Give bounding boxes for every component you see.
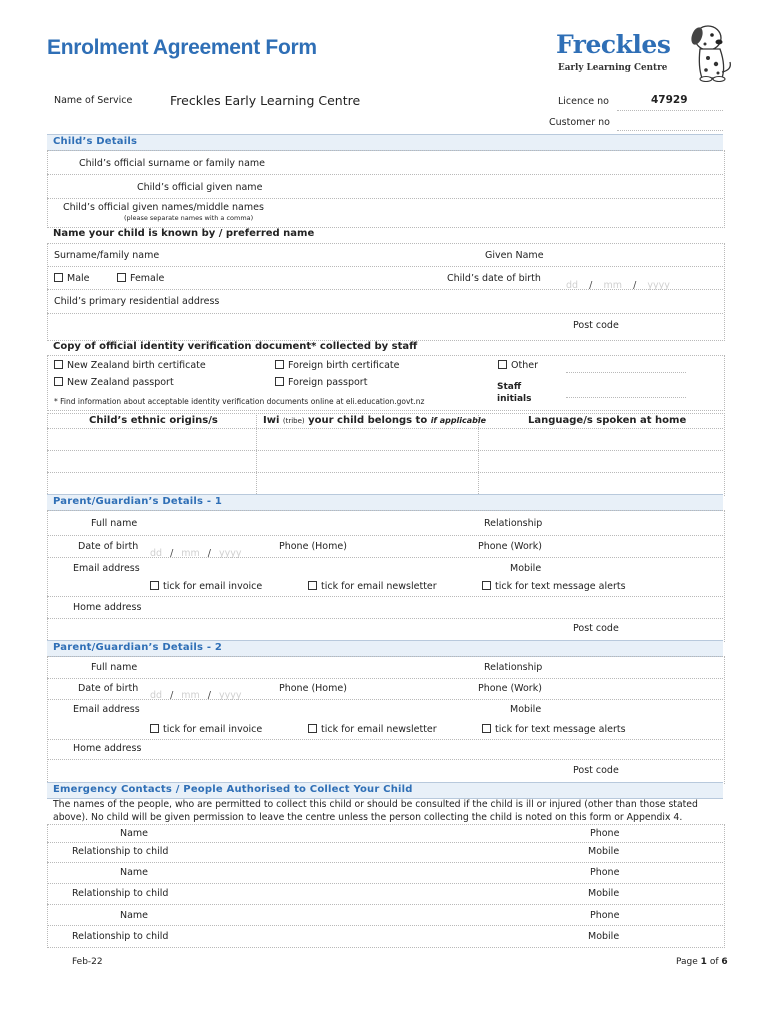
emergency-section: Emergency Contacts / People Authorised to Collect Your Child	[47, 782, 723, 799]
p1-dob-label: Date of birth	[78, 541, 139, 552]
checkbox-icon	[54, 273, 63, 282]
identity-heading: Copy of official identity verification document* collected by staff	[53, 341, 418, 352]
p1-mobile-label: Mobile	[510, 563, 542, 574]
childs-details-section	[47, 134, 723, 151]
iwi-header: Iwi (tribe) your child belongs to if applicable	[263, 415, 487, 426]
ec1-mobile-label: Mobile	[588, 846, 620, 857]
postcode-label: Post code	[573, 320, 619, 331]
ec3-mobile-label: Mobile	[588, 931, 620, 942]
staff-initials-label: Staff initials	[497, 382, 532, 404]
p2-dob-label: Date of birth	[78, 683, 139, 694]
licence-value[interactable]: 47929	[651, 94, 688, 106]
ec3-name-label: Name	[120, 910, 149, 921]
ec1-phone-label: Phone	[590, 828, 620, 839]
p2-relationship-label: Relationship	[484, 662, 543, 673]
licence-label: Licence no	[558, 96, 609, 107]
ec2-relationship-label: Relationship to child	[72, 888, 169, 899]
ec2-phone-label: Phone	[590, 867, 620, 878]
p1-dob-field[interactable]: dd / mm / yyyy	[150, 548, 242, 559]
p2-postcode-label: Post code	[573, 765, 619, 776]
female-checkbox[interactable]: Female	[117, 273, 164, 284]
centre-logo	[556, 22, 734, 82]
p1-text-alerts-checkbox[interactable]: tick for text message alerts	[482, 581, 626, 592]
p1-email-invoice-checkbox[interactable]: tick for email invoice	[150, 581, 262, 592]
emergency-intro-line2: above). No child will be given permission to leave the centre unless the person collecting the child is noted on this form or Appendix 4.	[53, 812, 683, 823]
p2-email-label: Email address	[73, 704, 140, 715]
nz-passport-checkbox[interactable]: New Zealand passport	[54, 377, 174, 388]
surname-pref-label: Surname/family name	[54, 250, 160, 261]
emergency-intro-line1: The names of the people, who are permitted to collect this child or should be consulted if the child is ill or injured (other than those stated	[53, 799, 698, 810]
child-dob-field[interactable]: dd / mm / yyyy	[566, 280, 670, 291]
given-name-label: Child’s official given name	[137, 182, 263, 193]
p2-newsletter-checkbox[interactable]: tick for email newsletter	[308, 724, 437, 735]
foreign-passport-checkbox[interactable]: Foreign passport	[275, 377, 367, 388]
p1-postcode-label: Post code	[573, 623, 619, 634]
parent1-section: Parent/Guardian’s Details - 1	[47, 494, 723, 511]
page-number: Page 1 of 6	[676, 957, 728, 967]
identity-footnote: * Find information about acceptable identity verification documents online at eli.education.govt.nz	[54, 397, 425, 406]
ec1-name-label: Name	[120, 828, 149, 839]
p2-full-name-label: Full name	[91, 662, 138, 673]
language-header: Language/s spoken at home	[528, 415, 687, 426]
p1-relationship-label: Relationship	[484, 518, 543, 529]
ec1-relationship-label: Relationship to child	[72, 846, 169, 857]
ec2-mobile-label: Mobile	[588, 888, 620, 899]
dob-label: Child’s date of birth	[447, 273, 541, 284]
dalmatian-dog-icon	[678, 22, 734, 82]
p2-text-alerts-checkbox[interactable]: tick for text message alerts	[482, 724, 626, 735]
p2-phone-work-label: Phone (Work)	[478, 683, 542, 694]
middle-names-note: (please separate names with a comma)	[124, 214, 254, 222]
address-label: Child’s primary residential address	[54, 296, 220, 307]
p1-full-name-label: Full name	[91, 518, 138, 529]
checkbox-icon	[117, 273, 126, 282]
other-checkbox[interactable]: Other	[498, 360, 538, 371]
given-pref-label: Given Name	[485, 250, 544, 261]
p2-dob-field[interactable]: dd / mm / yyyy	[150, 690, 242, 701]
logo-subtitle: Early Learning Centre	[558, 63, 668, 73]
p2-email-invoice-checkbox[interactable]: tick for email invoice	[150, 724, 262, 735]
parent2-box	[47, 656, 725, 784]
nz-birth-cert-checkbox[interactable]: New Zealand birth certificate	[54, 360, 206, 371]
logo-name: Freckles	[556, 30, 671, 59]
p2-phone-home-label: Phone (Home)	[279, 683, 347, 694]
ec2-name-label: Name	[120, 867, 149, 878]
p1-phone-work-label: Phone (Work)	[478, 541, 542, 552]
service-label: Name of Service	[54, 95, 133, 106]
ec3-phone-label: Phone	[590, 910, 620, 921]
p1-email-label: Email address	[73, 563, 140, 574]
p1-home-address-label: Home address	[73, 602, 142, 613]
parent1-box	[47, 510, 725, 642]
p1-newsletter-checkbox[interactable]: tick for email newsletter	[308, 581, 437, 592]
p2-mobile-label: Mobile	[510, 704, 542, 715]
service-value[interactable]: Freckles Early Learning Centre	[170, 93, 361, 108]
surname-label: Child’s official surname or family name	[79, 158, 265, 169]
p1-phone-home-label: Phone (Home)	[279, 541, 347, 552]
middle-names-label: Child’s official given names/middle names	[63, 202, 264, 213]
p2-home-address-label: Home address	[73, 743, 142, 754]
ethnic-origins-header: Child’s ethnic origins/s	[89, 415, 218, 426]
parent2-section: Parent/Guardian’s Details - 2	[47, 640, 723, 657]
known-as-heading: Name your child is known by / preferred name	[53, 228, 315, 239]
male-checkbox[interactable]: Male	[54, 273, 90, 284]
footer-date: Feb-22	[72, 957, 103, 967]
form-title: Enrolment Agreement Form	[47, 36, 317, 59]
ec3-relationship-label: Relationship to child	[72, 931, 169, 942]
foreign-birth-cert-checkbox[interactable]: Foreign birth certificate	[275, 360, 399, 371]
section-title: Child’s Details	[53, 136, 138, 147]
customer-label: Customer no	[549, 117, 610, 128]
